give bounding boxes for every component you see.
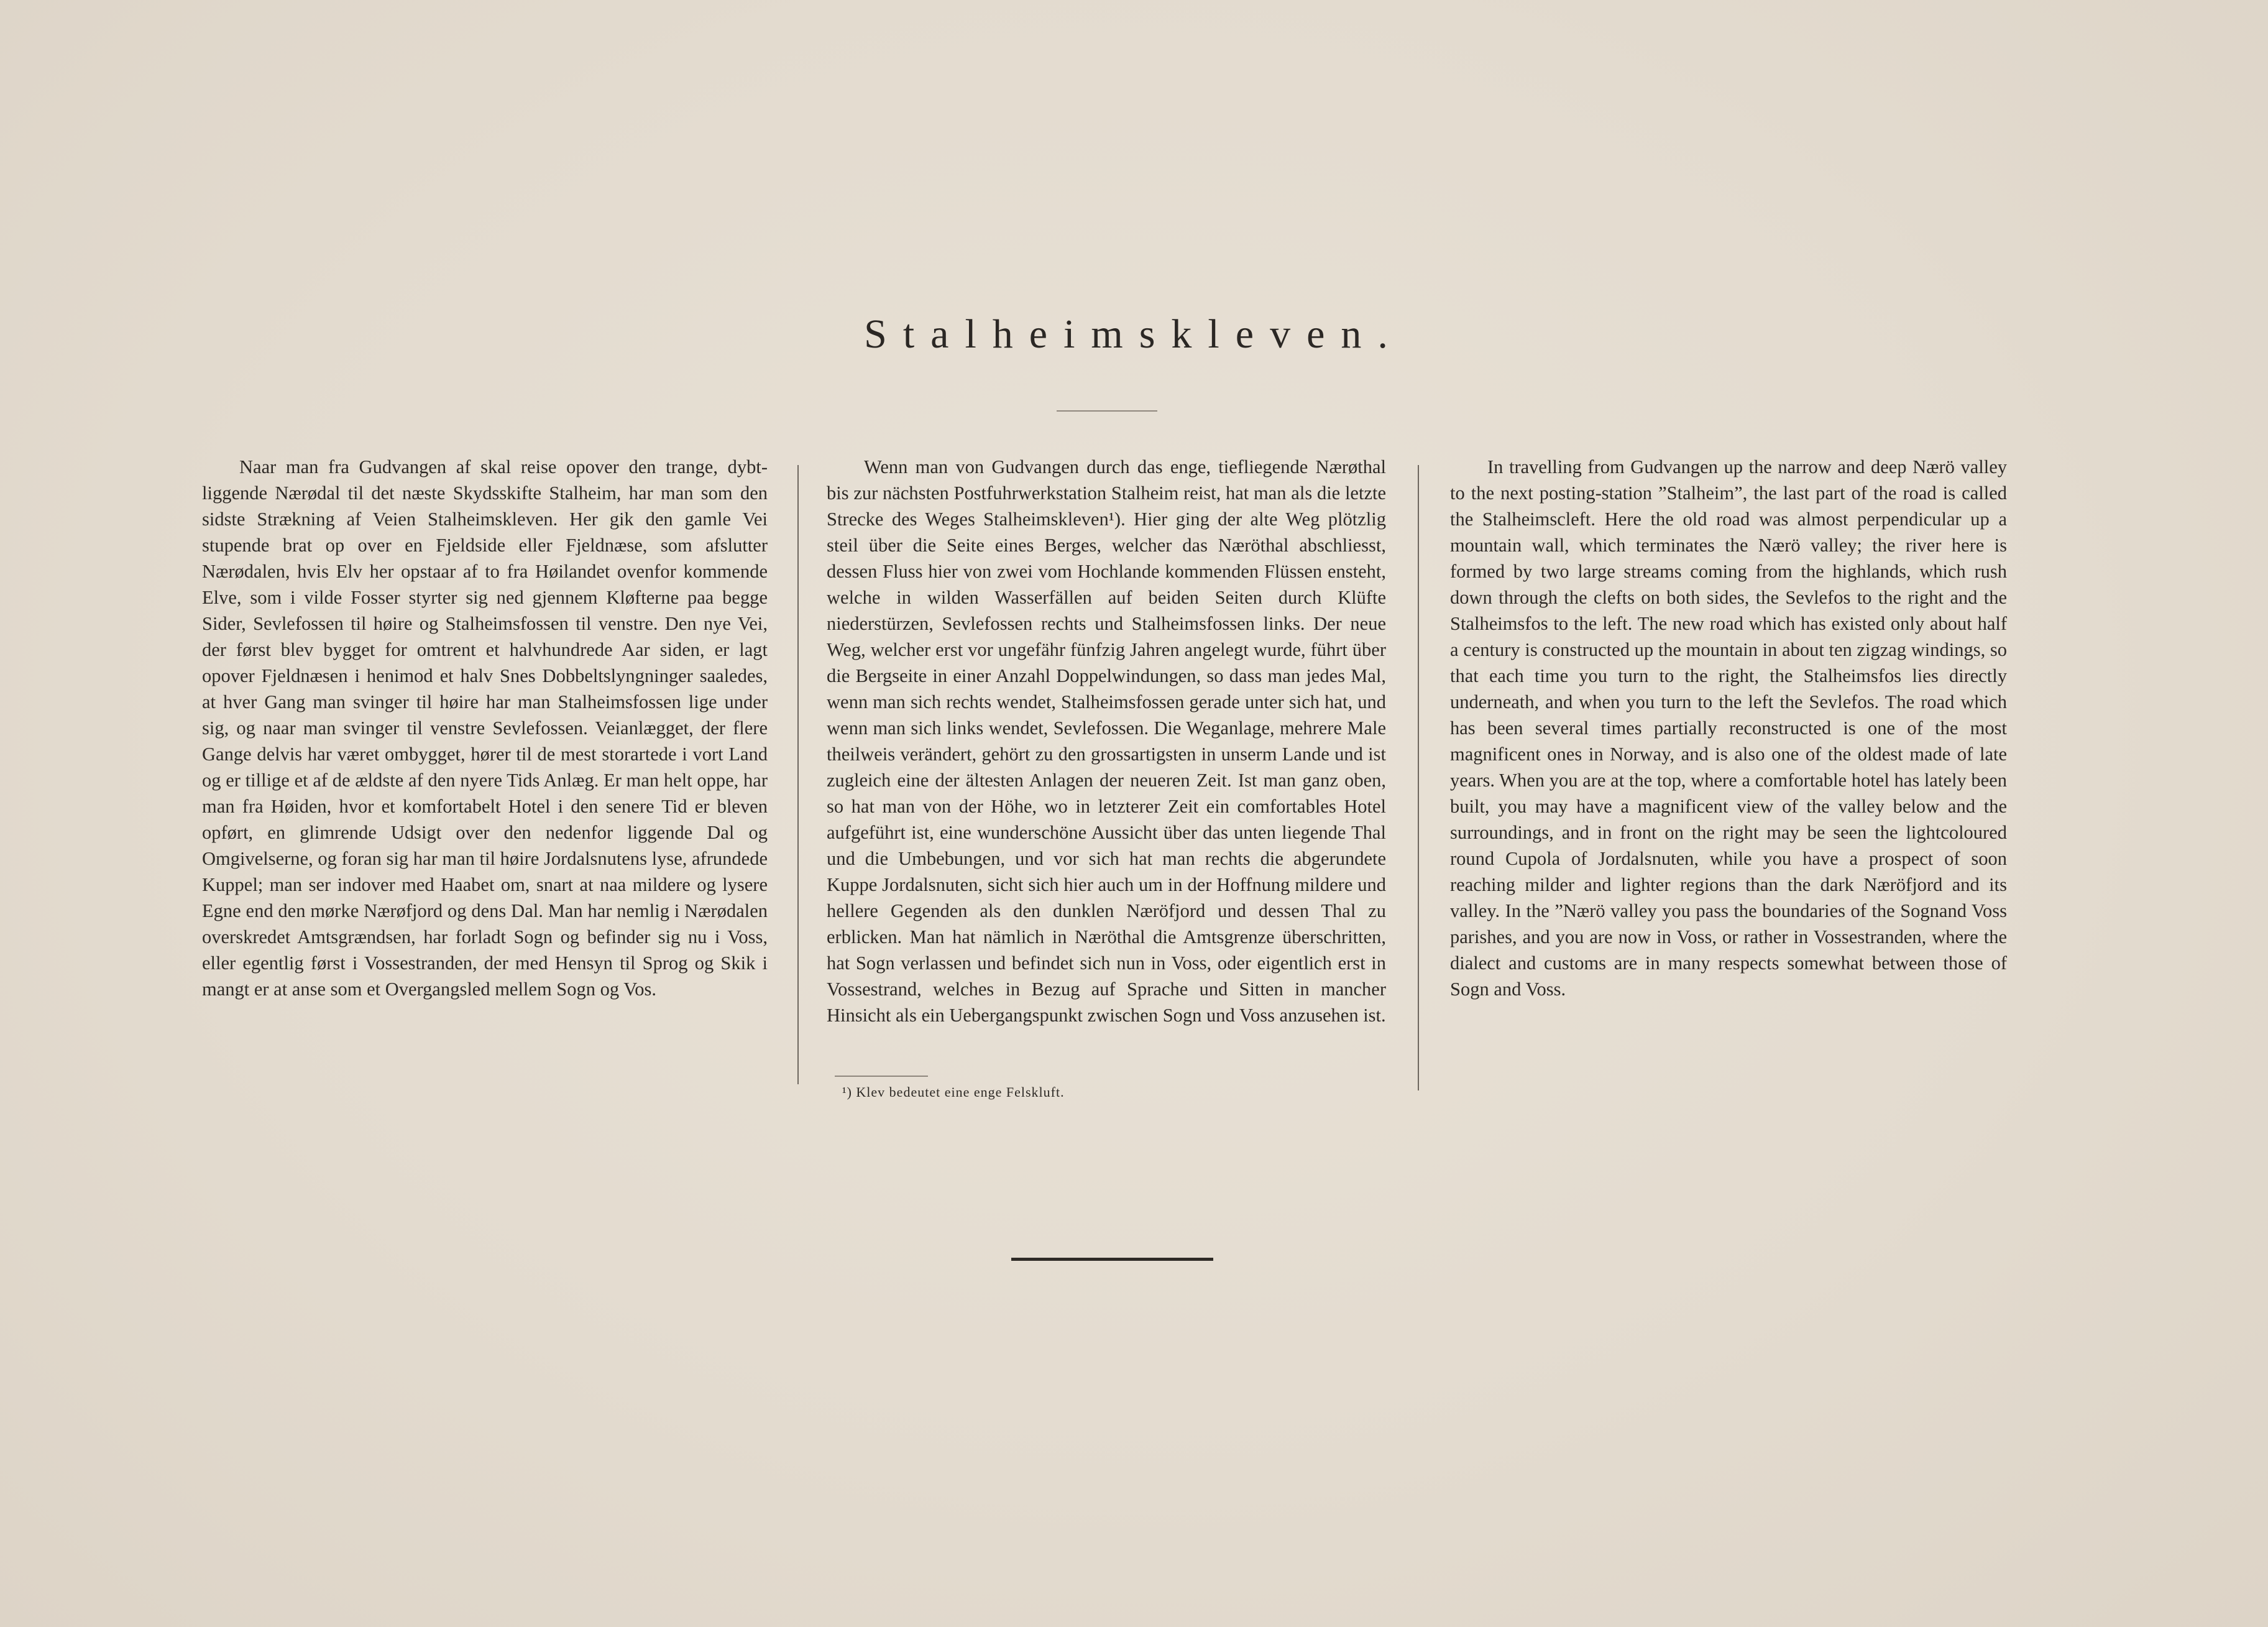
- column-english: [1450, 454, 2007, 1002]
- footnote: ¹) Klev bedeutet eine enge Felskluft.: [842, 1084, 1065, 1100]
- bottom-divider: [1011, 1258, 1213, 1261]
- title-divider: [1057, 410, 1157, 412]
- column-german: [827, 454, 1386, 1028]
- column-divider-right: [1418, 465, 1419, 1090]
- page-title: Stalheimskleven.: [864, 311, 1404, 357]
- column-norwegian: [202, 454, 768, 1002]
- german-text: Wenn man von Gudvangen durch das enge, tiefliegende Nærøthal bis zur nächsten Postfuhrwerkstation Stalheim reist, hat man als die letzte Strecke des Weges Stalheimskleven¹). Hier ging der alte Weg plötzlig steil über die Seite eines Berges, welcher das Næröthal abschliesst, dessen Fluss hier von zwei vom Hochlande kommenden Flüssen ensteht, welche in wilden Wasserfällen auf beiden Seiten durch Klüfte niederstürzen, Sevlefossen rechts und Stalheimsfossen links. Der neue Weg, welcher erst vor ungefähr fünfzig Jahren angelegt wurde, führt über die Bergseite in einer Anzahl Doppelwindungen, so dass man jedes Mal, wenn man sich rechts wendet, Stalheimsfossen gerade unter sich hat, und wenn man sich links wendet, Sevlefossen. Die Weganlage, mehrere Male theilweis verändert, gehört zu den grossartigsten in unserm Lande und ist zugleich eine der ältesten Anlagen der neueren Zeit. Ist man ganz oben, so hat man von der Höhe, wo in letzterer Zeit ein comfortables Hotel aufgeführt ist, eine wunderschöne Aussicht über das unten liegende Thal und die Umbebungen, und vor sich hat man rechts die abgerundete Kuppe Jordalsnuten, sicht sich hier auch um in der Hoffnung mildere und hellere Gegenden als den dunklen Næröfjord und dessen Thal zu erblicken. Man hat nämlich in Næröthal die Amtsgrenze überschritten, hat Sogn verlassen und befindet sich nun in Voss, oder eigentlich erst in Vossestrand, welches in Bezug auf Sprache und Sitten in mancher Hinsicht als ein Uebergangspunkt zwischen Sogn und Voss anzusehen ist.: [827, 456, 1386, 1026]
- footnote-divider: [835, 1076, 928, 1077]
- english-text: In travelling from Gudvangen up the narrow and deep Nærö valley to the next posting-station ”Stalheim”, the last part of the road is called the Stalheimscleft. Here the old road was almost perpendicular up a mountain wall, which terminates the Nærö valley; the river here is formed by two large streams coming from the highlands, which rush down through the clefts on both sides, the Sevlefos to the right and the Stalheimsfos to the left. The new road which has existed only about half a century is constructed up the mountain in about ten zigzag windings, so that each time you turn to the right, the Stalheimsfos lies directly underneath, and when you turn to the left the Sevlefos. The road which has been several times partially reconstructed is one of the most magnificent ones in Norway, and is also one of the oldest made of late years. When you are at the top, where a comfortable hotel has lately been built, you may have a magnificent view of the valley below and the surroundings, and in front on the right may be seen the lightcoloured round Cupola of Jordalsnuten, while you have a prospect of soon reaching milder and lighter regions than the dark Næröfjord and its valley. In the ”Nærö valley you pass the boundaries of the Sognand Voss parishes, and you are now in Voss, or rather in Vossestranden, where the dialect and customs are in many respects somewhat between those of Sogn and Voss.: [1450, 456, 2007, 1000]
- norwegian-text: Naar man fra Gudvangen af skal reise opover den trange, dybtliggende Nærødal til det næste Skydsskifte Stalheim, har man som den sidste Strækning af Veien Stalheimskleven. Her gik den gamle Vei stupende brat op over en Fjeldside eller Fjeldnæse, som afslutter Nærødalen, hvis Elv her opstaar af to fra Høilandet ovenfor kommende Elve, som i vilde Fosser styrter sig ned gjennem Kløfterne paa begge Sider, Sevlefossen til høire og Stalheimsfossen til venstre. Den nye Vei, der først blev bygget for omtrent et halvhundrede Aar siden, er lagt opover Fjeldnæsen i henimod et halv Snes Dobbeltslyngninger saaledes, at hver Gang man svinger til høire har man Stalheimsfossen lige under sig, og naar man svinger til venstre Sevlefossen. Veianlægget, der flere Gange delvis har været ombygget, hører til de mest storartede i vort Land og er tillige et af de ældste af den nyere Tids Anlæg. Er man helt oppe, har man fra Høiden, hvor et komfortabelt Hotel i den senere Tid er bleven opført, en glimrende Udsigt over den nedenfor liggende Dal og Omgivelserne, og foran sig har man til høire Jordalsnutens lyse, afrundede Kuppel; man ser indover med Haabet om, snart at naa mildere og lysere Egne end den mørke Nærøfjord og dens Dal. Man har nemlig i Nærødalen overskredet Amtsgrændsen, har forladt Sogn og befinder sig nu i Voss, eller egentlig først i Vossestranden, der med Hensyn til Sprog og Skik i mangt er at anse som et Overgangsled mellem Sogn og Vos.: [202, 456, 768, 1000]
- column-divider-left: [797, 465, 799, 1084]
